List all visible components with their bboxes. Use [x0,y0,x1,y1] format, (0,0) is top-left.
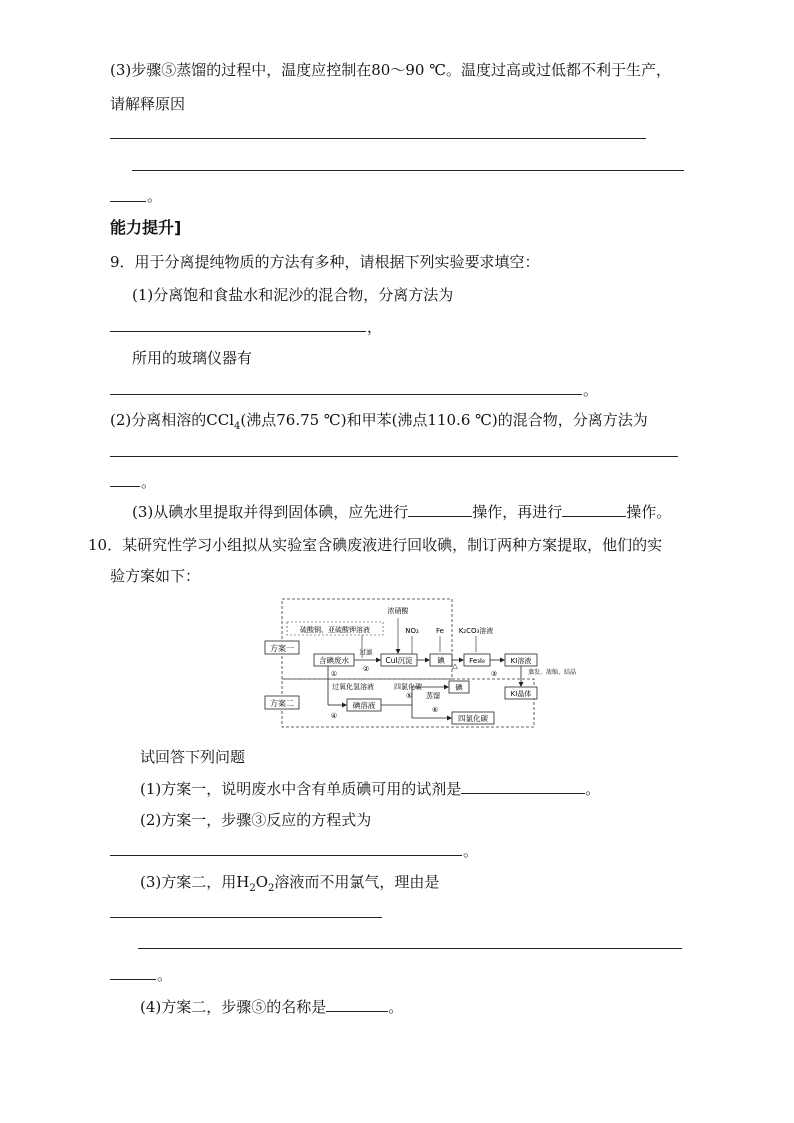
svg-text:四氯化碳: 四氯化碳 [394,683,422,691]
svg-text:⑤: ⑤ [406,692,413,700]
answer-line[interactable] [110,979,156,980]
iodine-solution-box: 碘溶液 [352,701,376,710]
svg-text:④: ④ [330,712,338,720]
iodine-waste-box: 含碘废水 [319,656,349,665]
svg-text:⑥: ⑥ [432,706,439,714]
svg-text:①: ① [330,670,338,678]
q10-part2: (2)方案一，步骤③反应的方程式为 [140,811,372,829]
svg-text:NO₂: NO₂ [405,627,419,635]
plan2-label: 方案二 [270,699,294,708]
answer-line[interactable] [110,331,366,332]
svg-text:过氧化氢溶液: 过氧化氢溶液 [332,683,374,691]
answer-line[interactable] [110,456,678,457]
q10-part1: (1)方案一，说明废水中含有单质碘可用的试剂是 。 [140,780,601,798]
svg-text:过滤: 过滤 [359,648,373,656]
q9-part3: (3)从碘水里提取并得到固体碘，应先进行 操作，再进行 操作。 [132,503,672,521]
svg-text:蒸发、浓缩、结晶: 蒸发、浓缩、结晶 [528,669,577,676]
iodine-recovery-flowchart [262,596,577,732]
ccl4-recovered-box: 四氯化碳 [458,714,488,723]
fe3i8-box: Fe₃I₈ [469,657,485,665]
q10-prompt: 试回答下列问题 [140,748,246,766]
svg-text:②: ② [362,665,370,673]
answer-line[interactable] [132,170,684,171]
answer-line[interactable] [110,486,140,487]
answer-blank[interactable] [562,502,626,517]
cui-precipitate-box: CuI沉淀 [385,656,413,665]
q9-part2: (2)分离相溶的CCl$_4$(沸点76.75 ℃)和甲苯(沸点110.6 ℃)的混合物，分离方法为 [110,411,648,432]
reagent-copper-sulfite: 硫酸铜、亚硫酸钾溶液 [300,626,370,634]
q10-stem-line1: 10．某研究性学习小组拟从实验室含碘废液进行回收碘，制订两种方案提取，他们的实 [88,536,663,554]
svg-text:Fe: Fe [436,627,444,635]
svg-text:③: ③ [490,670,498,678]
q9-stem: 9．用于分离提纯物质的方法有多种，请根据下列实验要求填空： [110,253,540,271]
svg-text:浓硝酸: 浓硝酸 [387,607,409,615]
plan1-label: 方案一 [270,644,294,653]
answer-line[interactable] [110,201,146,202]
q8-part3-line1: (3)步骤⑤蒸馏的过程中，温度应控制在80～90 ℃。温度过高或过低都不利于生产， [110,61,671,79]
q10-part4: (4)方案二，步骤⑤的名称是 。 [140,998,404,1016]
answer-blank[interactable] [326,997,388,1012]
period: 。 [141,473,157,491]
period: 。 [157,966,173,984]
svg-text:△: △ [452,662,458,670]
svg-text:K₂CO₃溶液: K₂CO₃溶液 [458,627,494,635]
period: 。 [463,842,479,860]
period: 。 [583,381,599,399]
answer-line[interactable] [110,138,646,139]
answer-line[interactable] [110,394,582,395]
q10-stem-line2: 验方案如下： [110,567,201,585]
ki-crystal-box: KI晶体 [510,690,532,698]
iodine-product-box: 碘 [455,683,463,692]
answer-blank[interactable] [461,779,585,794]
answer-blank[interactable] [408,502,472,517]
q9-part1: (1)分离饱和食盐水和泥沙的混合物，分离方法为 [132,286,454,304]
svg-text:蒸馏: 蒸馏 [426,692,440,700]
q10-part3: (3)方案二，用$H_2O_2$溶液而不用氯气，理由是 [140,873,440,894]
q8-part3-line2: 请解释原因 [110,95,186,113]
answer-line[interactable] [138,948,682,949]
answer-line[interactable] [110,917,382,918]
section-heading: 能力提升] [110,218,182,237]
ki-solution-box: KI溶液 [510,657,532,665]
comma: ， [367,318,383,336]
period: 。 [147,187,163,205]
q9-part1-glassware: 所用的玻璃仪器有 [132,349,253,367]
iodine-box: 碘 [437,656,445,665]
answer-line[interactable] [110,855,462,856]
